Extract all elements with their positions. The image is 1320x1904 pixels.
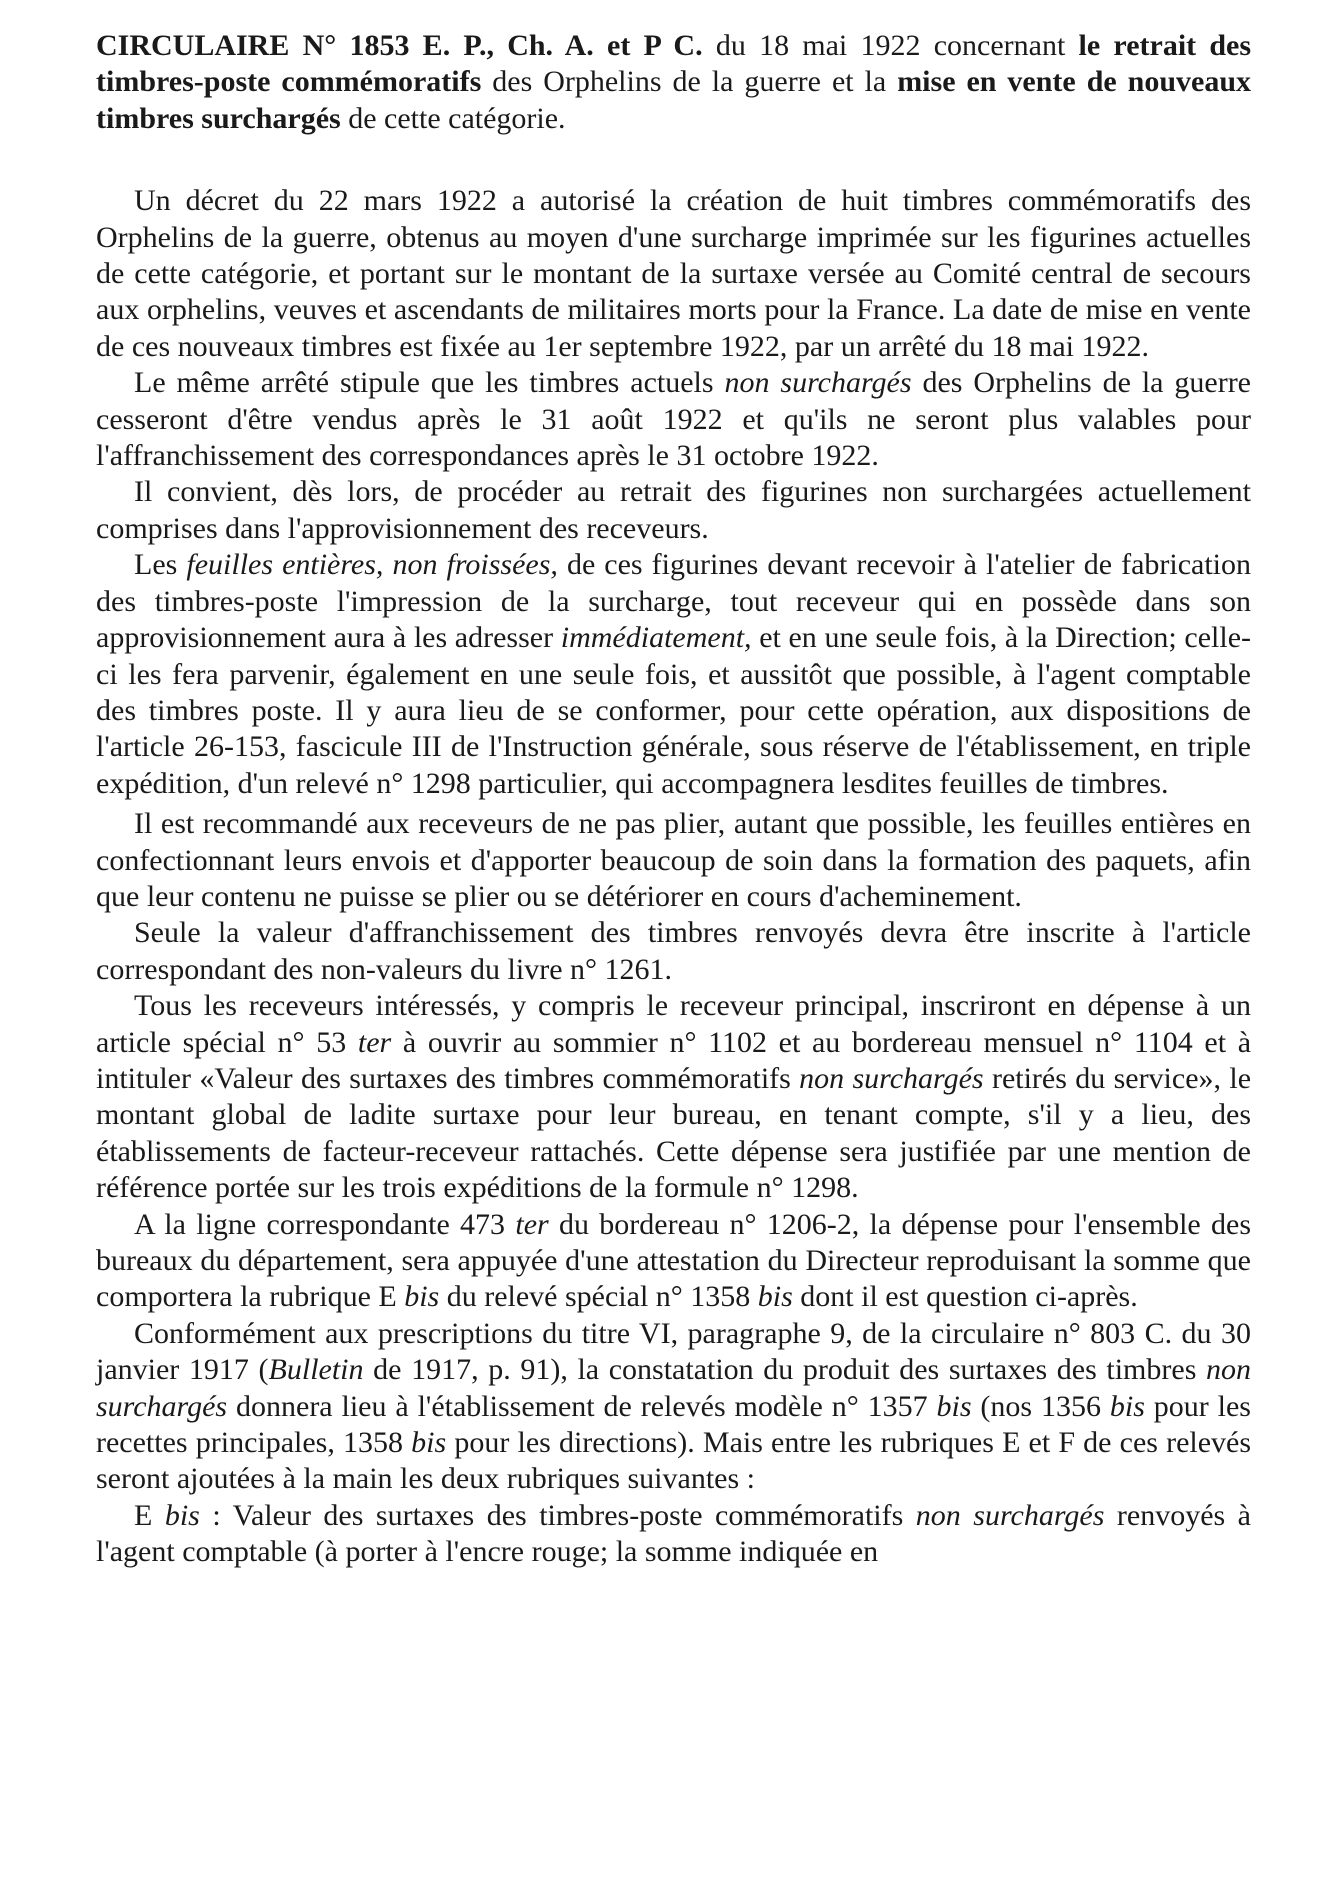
paragraph-feuilles xyxy=(96,547,1251,802)
emphasis-text: non surchargés xyxy=(96,1353,1251,1423)
paragraph-text: Tous les receveurs intéressés, y compris le receveur principal, inscriront en dépense à un article spécial n° 53 xyxy=(96,989,1251,1059)
paragraph-text: retirés du service», le montant global de ladite surtaxe pour leur bureau, en tenant compte, s'il y a lieu, des établissements de facteur-receveur rattachés. Cette dépense sera justifiée par une mention de référence portée sur les trois expéditions de la formule n° 1298. xyxy=(96,1061,1252,1205)
circular-heading xyxy=(96,28,1251,137)
paragraph-valeur xyxy=(96,915,1251,988)
paragraph-bordereau xyxy=(96,1207,1251,1316)
paragraph-text: de ces figurines devant recevoir à l'atelier de fabrication des timbres-poste l'impression de la surcharge, tout receveur qui en possède dans son approvisionnement aura à les adresser xyxy=(96,548,1252,655)
emphasis-text: bis xyxy=(936,1389,972,1423)
paragraph-text: et en une seule fois, à la Direction; celle-ci les fera parvenir, également en une seule fois, et aussitôt que possible, à l'agent comptable des timbres poste. Il y aura lieu de se conformer, pour cette opération, aux dispositions de l'article 26-153, fascicule III de l'Instruction générale, sous réserve de l'établissement, en triple expédition, d'un relevé n° 1298 particulier, qui accompagnera lesdites feuilles de timbres. xyxy=(96,621,1252,800)
paragraph-text: Il convient, dès lors, de procéder au retrait des figurines non surchargées actuellement comprises dans l'approvisionnement des receveurs. xyxy=(96,475,1251,545)
heading-subject-1: le retrait des timbres-poste commémoratifs xyxy=(96,29,1252,99)
emphasis-text: bis xyxy=(404,1280,440,1314)
paragraph-text: Conformément aux prescriptions du titre VI, paragraphe 9, de la circulaire n° 803 C. du 30 janvier 1917 ( xyxy=(96,1316,1251,1387)
circular-number: CIRCULAIRE N° 1853 E. P., Ch. A. et P C. xyxy=(96,29,703,62)
paragraph-text: (nos 1356 xyxy=(980,1389,1101,1423)
paragraph-decree xyxy=(96,183,1251,365)
emphasis-text: bis xyxy=(411,1426,447,1460)
emphasis-text: Bulletin xyxy=(268,1353,364,1387)
paragraph-e-bis xyxy=(96,1498,1251,1571)
circular-date: du 18 mai 1922 concernant xyxy=(715,29,1066,62)
paragraph-text: donnera lieu à l'établissement de relevés modèle n° 1357 xyxy=(236,1389,928,1423)
paragraph-text: de 1917, p. 91), la constatation du produit des surtaxes des timbres xyxy=(373,1353,1197,1387)
paragraph-retrait xyxy=(96,474,1251,547)
heading-text-2: de cette catégorie. xyxy=(348,101,566,135)
paragraph-arrete xyxy=(96,365,1251,474)
emphasis-text: immédiatement, xyxy=(560,621,752,655)
paragraph-text: A la ligne correspondante 473 xyxy=(134,1207,506,1241)
emphasis-text: ter xyxy=(357,1025,392,1059)
paragraph-text: pour les recettes principales, 1358 xyxy=(96,1389,1251,1460)
paragraph-text: Un décret du 22 mars 1922 a autorisé la création de huit timbres commémoratifs des Orphelins de la guerre, obtenus au moyen d'une surcharge imprimée sur les figurines actuelles de cette catégorie, et portant sur le montant de la surtaxe versée au Comité central de secours aux orphelins, veuves et ascendants de militaires morts pour la France. La date de mise en vente de ces nouveaux timbres est fixée au 1er septembre 1922, par un arrêté du 18 mai 1922. xyxy=(96,184,1251,363)
paragraph-receveurs xyxy=(96,988,1251,1206)
paragraph-text: pour les directions). Mais entre les rubriques E et F de ces relevés seront ajoutées à la main les deux rubriques suivantes : xyxy=(96,1426,1252,1496)
paragraph-text: renvoyés à l'agent comptable (à porter à l'encre rouge; la somme indiquée en xyxy=(96,1498,1251,1569)
paragraph-text: du relevé spécial n° 1358 xyxy=(446,1280,751,1314)
emphasis-text: ter xyxy=(515,1207,549,1241)
paragraph-text: Il est recommandé aux receveurs de ne pas plier, autant que possible, les feuilles entières en confectionnant leurs envois et d'apporter beaucoup de soin dans la formation des paquets, afin que leur contenu ne puisse se plier ou se détériorer en cours d'acheminement. xyxy=(96,807,1251,913)
paragraph-recommandation xyxy=(96,806,1251,915)
paragraph-text: Les xyxy=(134,548,178,582)
paragraph-text: à ouvrir au sommier n° 1102 et au bordereau mensuel n° 1104 et à intituler «Valeur des surtaxes des timbres commémoratifs xyxy=(96,1025,1252,1095)
paragraph-text: dont il est question ci-après. xyxy=(800,1280,1138,1314)
paragraph-conformement xyxy=(96,1316,1251,1498)
emphasis-text: non surchargés xyxy=(799,1061,984,1095)
emphasis-text: bis xyxy=(757,1280,793,1314)
emphasis-text: non surchargés xyxy=(724,366,912,400)
emphasis-text: feuilles entières, non froissées, xyxy=(186,548,558,582)
paragraph-text: du bordereau n° 1206-2, la dépense pour l'ensemble des bureaux du département, sera appuyée d'une attestation du Directeur reproduisant la somme que comportera la rubrique E xyxy=(96,1207,1252,1314)
emphasis-text: bis xyxy=(1109,1389,1145,1423)
paragraph-text: des Orphelins de la guerre cesseront d'être vendus après le 31 août 1922 et qu'ils ne seront plus valables pour l'affranchissement des correspondances après le 31 octobre 1922. xyxy=(96,366,1251,473)
paragraph-text: E xyxy=(134,1498,153,1532)
paragraph-text: Le même arrêté stipule que les timbres actuels xyxy=(134,366,714,400)
heading-subject-2: mise en vente de nouveaux timbres surchargés xyxy=(96,65,1252,135)
document-page xyxy=(96,28,1251,1571)
emphasis-text: bis xyxy=(164,1498,200,1532)
paragraph-text: Seule la valeur d'affranchissement des timbres renvoyés devra être inscrite à l'article correspondant des non-valeurs du livre n° 1261. xyxy=(96,916,1251,986)
heading-text-1: des Orphelins de la guerre et la xyxy=(492,65,887,99)
emphasis-text: non surchargés xyxy=(915,1498,1105,1532)
paragraph-text: : Valeur des surtaxes des timbres-poste commémoratifs xyxy=(212,1498,904,1532)
